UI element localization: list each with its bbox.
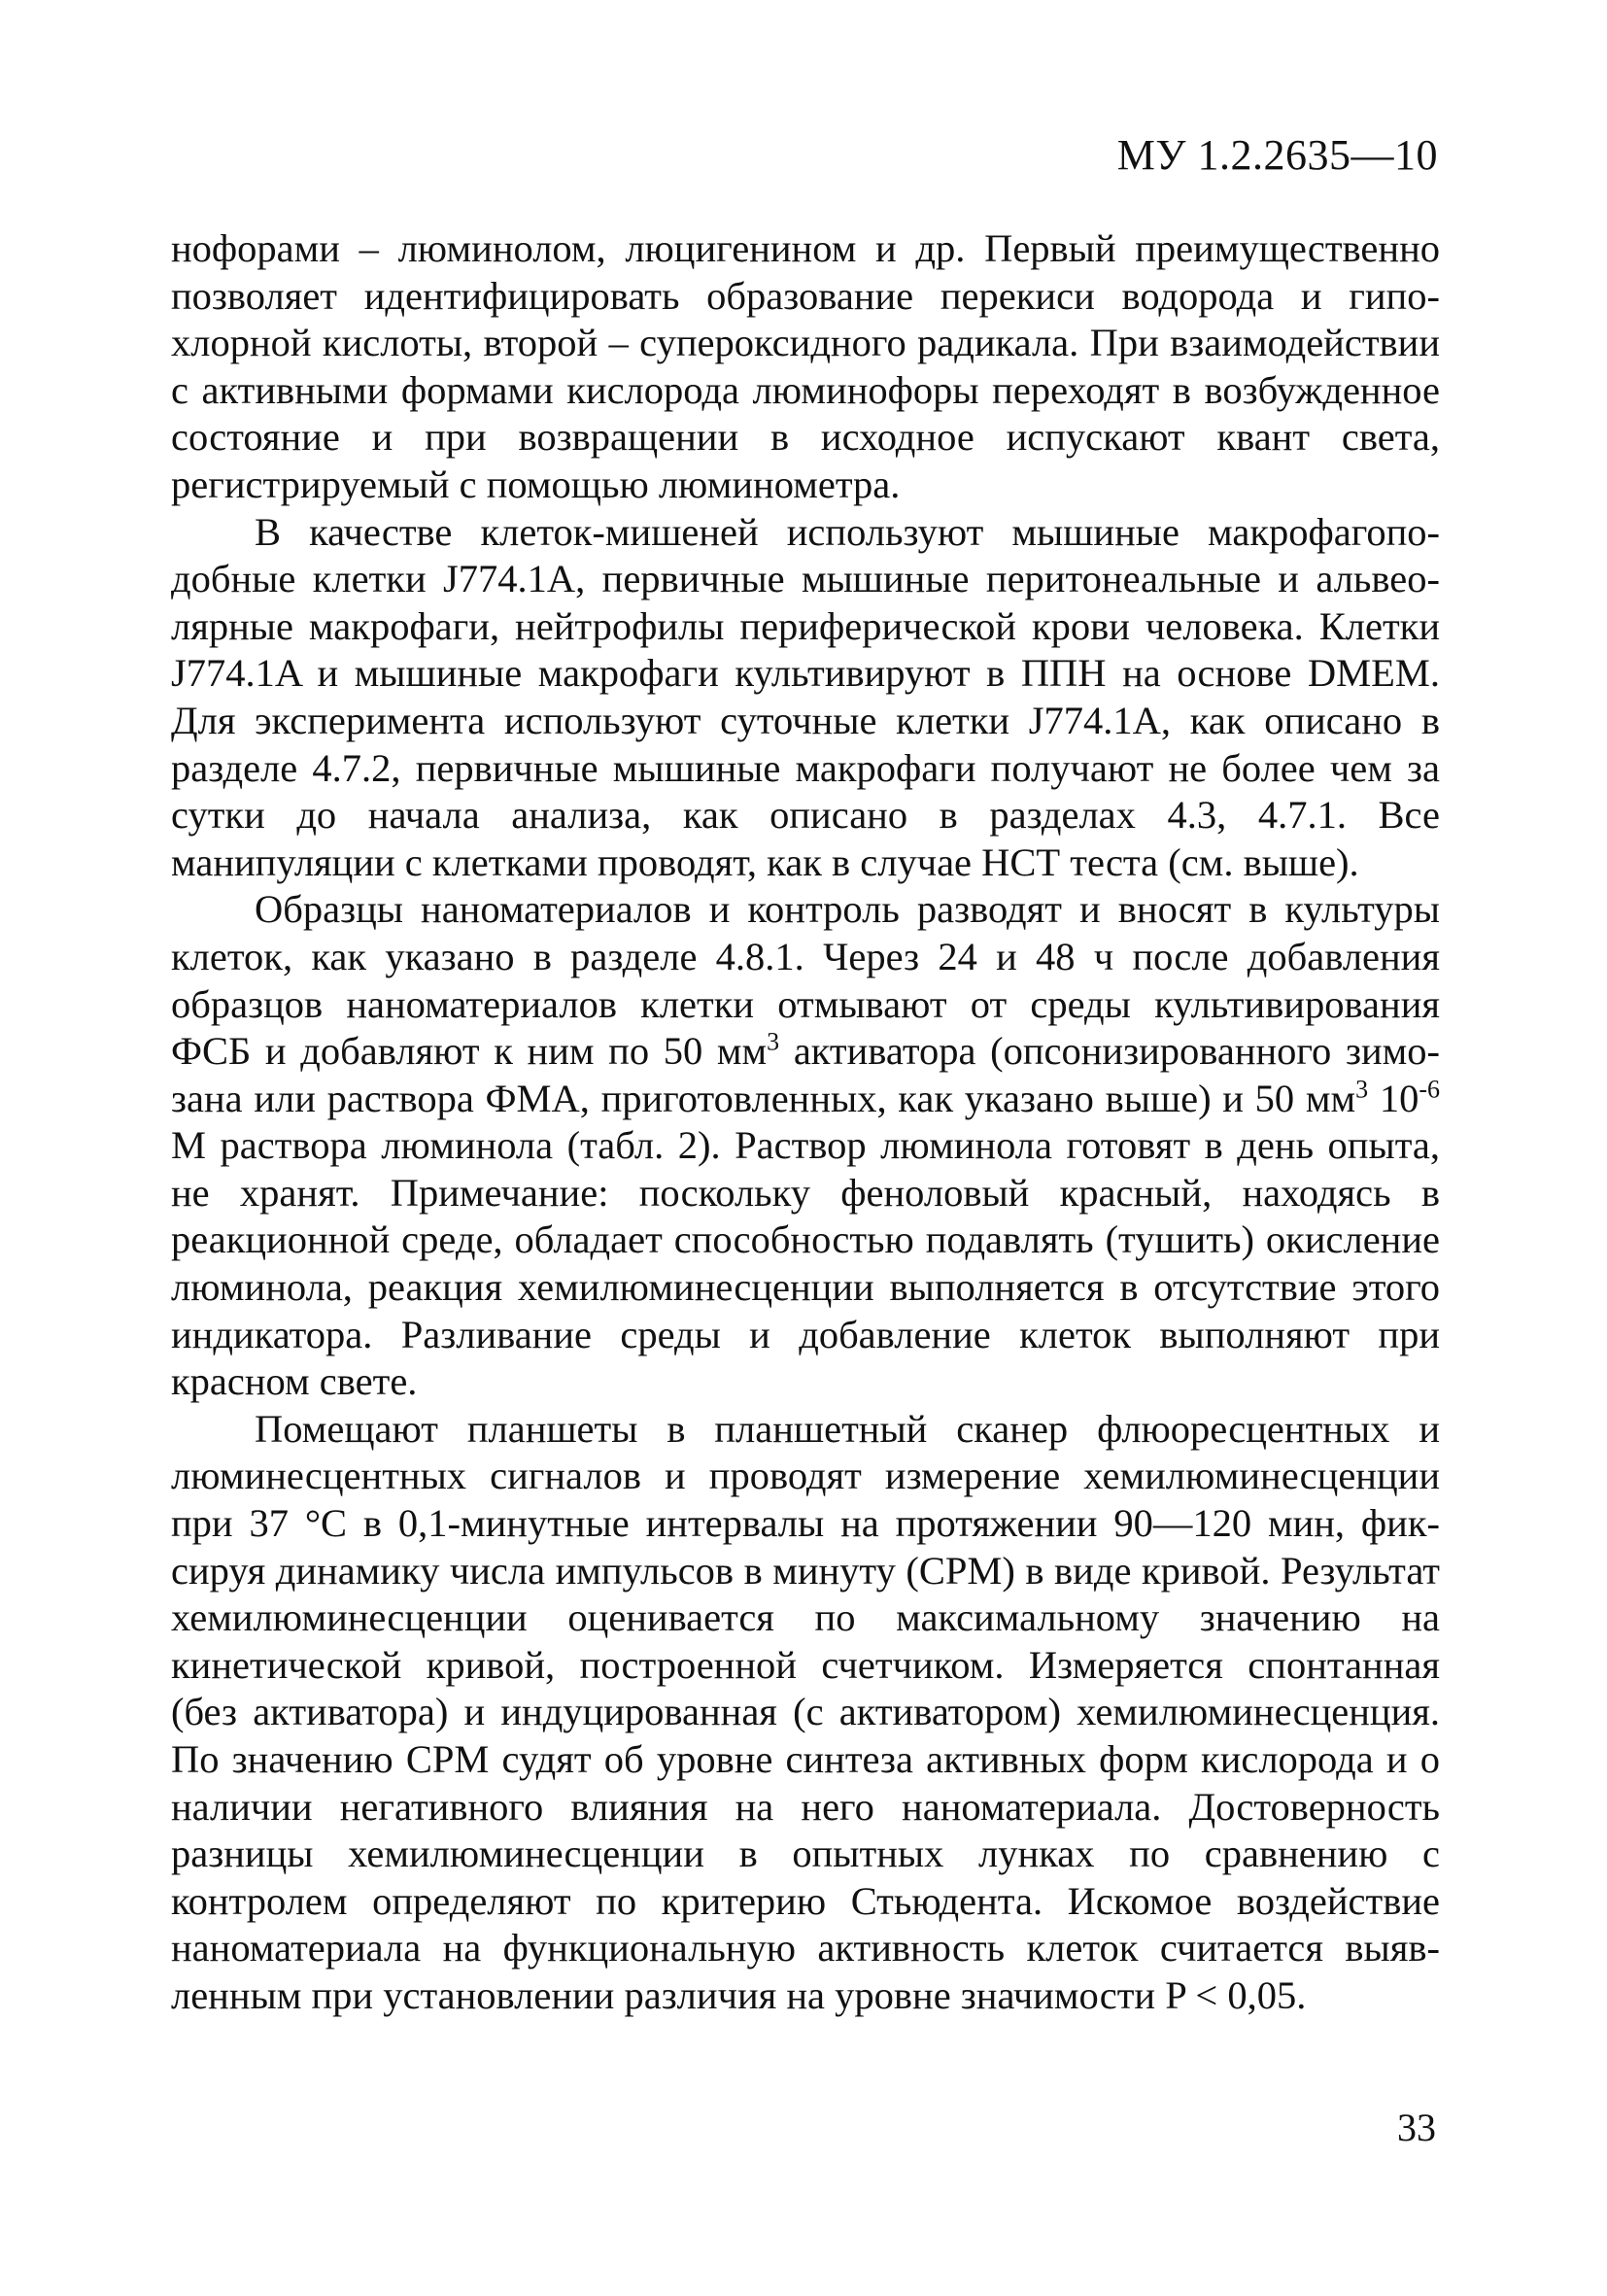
superscript-cubic: 3 (1355, 1075, 1369, 1104)
text-segment: Образцы наноматериалов и контроль разводят и вносят в культуры клеток, как указано в разделе 4.8.1. Через 24 и 48 ч после добавления образцов наноматериалов клетки отмывают от среды культивирования ФСБ и добавляют к ним по 50 мм (171, 887, 1440, 1074)
main-text (171, 225, 1440, 2020)
text-segment: 10 (1368, 1076, 1419, 1120)
paragraph-target-cells: В качестве клеток-мишеней используют мышиные макрофагоподобные клетки J774.1A, первичные мышиные перитонеальные и альвеолярные макрофаги, нейтрофилы периферической крови человека. Клетки J774.1A и мышиные макрофаги культивируют в ППН на основе DMEM. Для эксперимента используют суточные клетки J774.1A, как описано в разделе 4.7.2, первичные мышиные макрофаги получают не более чем за сутки до начала анализа, как описано в разделах 4.3, 4.7.1. Все манипуляции с клетками проводят, как в случае НСТ теста (см. выше). (171, 509, 1440, 884)
text-segment: активатора (опсонизированного зимозана или раствора ФМА, приготовленных, как указано выше) и 50 мм (171, 1029, 1440, 1120)
paragraph-continuation: нофорами – люминолом, люцигенином и др. Первый преимущественно позволяет идентифицировать образование перекиси водорода и гипохлорной кислоты, второй – супероксидного радикала. При взаимодействии с активными формами кислорода люминофоры переходят в возбужденное состояние и при возвращении в исходное испускают квант света, регистрируемый с помощью люминометра. (171, 226, 1440, 506)
paragraph-measurement: Помещают планшеты в планшетный сканер флюоресцентных и люминесцентных сигналов и проводят измерение хемилюминесценции при 37 °C в 0,1-минутные интервалы на протяжении 90—120 мин, фиксируя динамику числа импульсов в минуту (CPM) в виде кривой. Результат хемилюминесценции оценивается по максимальному значению на кинетической кривой, построенной счетчиком. Измеряется спонтанная (без активатора) и индуцированная (с активатором) хемилюминесценция. По значению CPM судят об уровне синтеза активных форм кислорода и о наличии негативного влияния на него наноматериала. Достоверность разницы хемилюминесценции в опытных лунках по сравнению с контролем определяют по критерию Стьюдента. Искомое воздействие наноматериала на функциональную активность клеток считается выявленным при установлении различия на уровне значимости P < 0,05. (171, 1406, 1440, 2017)
superscript-cubic: 3 (767, 1027, 780, 1056)
page-number: 33 (1397, 2106, 1436, 2149)
text-segment: М раствора люминола (табл. 2). Раствор люминола готовят в день опыта, не хранят. Примечание: поскольку феноловый красный, находясь в реакционной среде, обладает способностью подавлять (тушить) окисление люминола, реакция хемилюминесценции выполняется в отсутствие этого индикатора. Разливание среды и добавление клеток выполняют при красном свете. (171, 1123, 1440, 1404)
superscript-exponent: -6 (1419, 1075, 1440, 1104)
paragraph-sample-preparation (171, 886, 1440, 1406)
document-code-header: МУ 1.2.2635—10 (1116, 131, 1438, 179)
